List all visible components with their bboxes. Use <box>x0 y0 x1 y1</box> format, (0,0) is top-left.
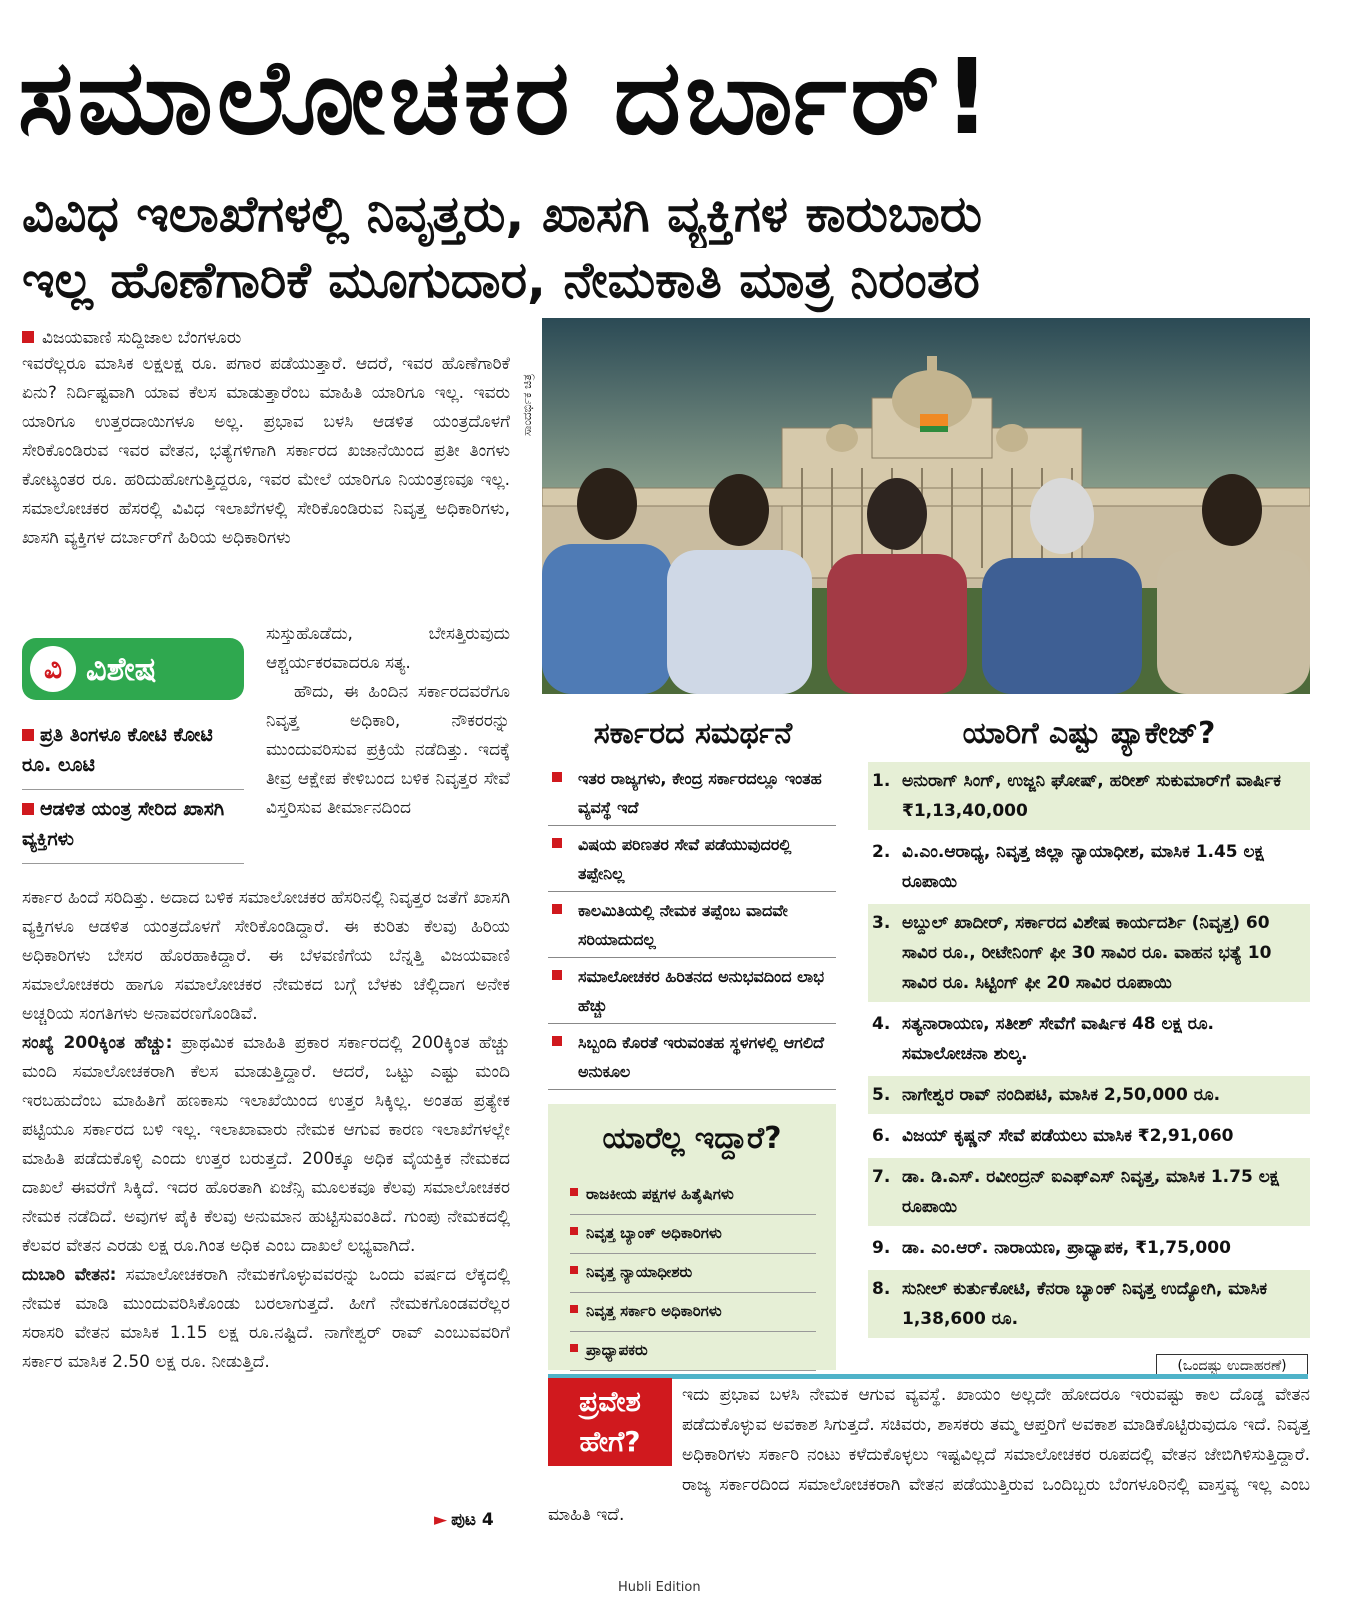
package-title: ಯಾರಿಗೆ ಎಷ್ಟು ಪ್ಯಾಕೇಜ್? <box>962 716 1216 751</box>
article-paragraph: ಸುಸ್ತುಹೊಡೆದು, ಬೇಸತ್ತಿರುವುದು ಆಶ್ಚರ್ಯಕರವಾದರೂ ಸತ್ಯ. <box>266 624 510 673</box>
package-number: 9. <box>872 1238 891 1258</box>
subheadline-line-2: ಇಲ್ಲ ಹೊಣೆಗಾರಿಕೆ ಮೂಗುದಾರ, ನೇಮಕಾತಿ ಮಾತ್ರ ನಿರಂತರ <box>22 251 980 309</box>
who-item-text: ರಾಜಕೀಯ ಪಕ್ಷಗಳ ಹಿತೈಷಿಗಳು <box>586 1185 734 1203</box>
illustration-officials-at-vidhana-soudha <box>542 318 1310 694</box>
subhead-count: ಸಂಖ್ಯೆ 200ಕ್ಕಿಂತ ಹೆಚ್ಚು: <box>22 1033 173 1053</box>
package-text: ಅಬ್ದುಲ್ ಖಾದೀರ್, ಸರ್ಕಾರದ ವಿಶೇಷ ಕಾರ್ಯದರ್ಶಿ (ನಿವೃತ್ತ) 60 ಸಾವಿರ ರೂ., ರೀಟೇನಿಂಗ್ ಫೀ 30 ಸಾವಿರ ರೂ. ವಾಹನ ಭತ್ಯೆ 10 ಸಾವಿರ ರೂ. ಸಿಟ್ಟಿಂಗ್ ಫೀ 20 ಸಾವಿರ ರೂಪಾಯಿ <box>902 913 1272 993</box>
vi-logo-icon: ವಿ <box>30 646 76 692</box>
article-paragraph: ಇವರೆಲ್ಲರೂ ಮಾಸಿಕ ಲಕ್ಷಲಕ್ಷ ರೂ. ಪಗಾರ ಪಡೆಯುತ್ತಾರೆ. ಆದರೆ, ಇವರ ಹೊಣೆಗಾರಿಕೆ ಏನು? ನಿರ್ದಿಷ್ಟವಾಗಿ ಯಾವ ಕೆಲಸ ಮಾಡುತ್ತಾರೆಂಬ ಮಾಹಿತಿ ಯಾರಿಗೂ ಇಲ್ಲ. ಇವರು ಯಾರಿಗೂ ಉತ್ತರದಾಯಿಗಳೂ ಅಲ್ಲ. ಪ್ರಭಾವ ಬಳಸಿ ಆಡಳಿತ ಯಂತ್ರದೊಳಗೆ ಸೇರಿಕೊಂಡಿರುವ ಇವರ ವೇತನ, ಭತ್ಯೆಗಳಿಗಾಗಿ ಸರ್ಕಾರದ ಖಜಾನೆಯಿಂದ ಪ್ರತೀ ತಿಂಗಳು ಕೋಟ್ಯಂತರ ರೂ. ಹರಿದುಹೋಗುತ್ತಿದ್ದರೂ, ಇವರ ಮೇಲೆ ಯಾರಿಗೂ ನಿಯಂತ್ರಣವೂ ಇಲ್ಲ. ಸಮಾಲೋಚಕರ ಹೆಸರಲ್ಲಿ ವಿವಿಧ ಇಲಾಖೆಗಳಲ್ಲಿ ಸೇರಿಕೊಂಡಿರುವ ನಿವೃತ್ತ ಅಧಿಕಾರಿಗಳು, ಖಾಸಗಿ ವ್ಯಕ್ತಿಗಳ ದರ್ಬಾರ್‌ಗೆ ಹಿರಿಯ ಅಧಿಕಾರಿಗಳು <box>22 354 510 548</box>
vidhana-soudha-photo <box>542 318 1310 694</box>
bullet-square-icon <box>552 970 562 980</box>
bullet-square-icon <box>552 904 562 914</box>
package-number: 7. <box>872 1167 891 1187</box>
package-number: 6. <box>872 1126 891 1146</box>
who-item-text: ನಿವೃತ್ತ ಬ್ಯಾಂಕ್ ಅಧಿಕಾರಿಗಳು <box>586 1224 722 1242</box>
support-item-text: ವಿಷಯ ಪರಿಣತರ ಸೇವೆ ಪಡೆಯುವುದರಲ್ಲಿ ತಪ್ಪೇನಿಲ್ಲ <box>578 835 792 883</box>
bullet-square-icon <box>22 331 34 343</box>
highlight-item <box>22 720 244 790</box>
highlight-text: ಆಡಳಿತ ಯಂತ್ರ ಸೇರಿದ ಖಾಸಗಿ ವ್ಯಕ್ತಿಗಳು <box>22 798 225 850</box>
support-item <box>548 892 836 958</box>
package-text: ವಿಜಯ್ ಕೃಷ್ಣನ್ ಸೇವೆ ಪಡೆಯಲು ಮಾಸಿಕ ₹2,91,060 <box>902 1126 1234 1146</box>
bullet-square-icon <box>552 772 562 782</box>
support-item-text: ಇತರ ರಾಜ್ಯಗಳು, ಕೇಂದ್ರ ಸರ್ಕಾರದಲ್ಲೂ ಇಂತಹ ವ್ಯವಸ್ಥೆ ಇದೆ <box>578 769 822 817</box>
package-number: 5. <box>872 1085 891 1105</box>
article-paragraph <box>22 1261 510 1377</box>
package-item <box>868 1117 1310 1158</box>
support-item <box>548 826 836 892</box>
highlight-item <box>22 794 244 864</box>
bullet-square-icon <box>22 803 34 815</box>
bullet-square-icon <box>570 1227 578 1235</box>
arrow-circle-icon: ► <box>434 1510 448 1530</box>
vishesha-label: ವಿಶೇಷ <box>86 650 157 688</box>
who-item-text: ಪ್ರಾಧ್ಯಾಪಕರು <box>586 1341 648 1359</box>
package-text: ವಿ.ಎಂ.ಆರಾಧ್ಯ, ನಿವೃತ್ತ ಜಿಲ್ಲಾ ನ್ಯಾಯಾಧೀಶ, ಮಾಸಿಕ 1.45 ಲಕ್ಷ ರೂಪಾಯಿ <box>902 842 1264 892</box>
package-number: 3. <box>872 913 891 933</box>
who-item <box>570 1332 816 1371</box>
package-item <box>868 1005 1310 1076</box>
package-number: 4. <box>872 1014 891 1034</box>
bullet-square-icon <box>552 1036 562 1046</box>
article-column-bottom <box>22 884 510 1574</box>
edition-label: Hubli Edition <box>618 1580 701 1595</box>
package-item <box>868 833 1310 904</box>
who-item <box>570 1293 816 1332</box>
package-text: ನಾಗೇಶ್ವರ ರಾವ್ ನಂದಿಪಟಿ, ಮಾಸಿಕ 2,50,000 ರೂ. <box>902 1085 1221 1105</box>
entry-title-line-1: ಪ್ರವೇಶ <box>579 1385 641 1418</box>
entry-title-line-2: ಹೇಗೆ? <box>579 1425 641 1458</box>
package-item <box>868 1076 1310 1117</box>
package-item <box>868 904 1310 1005</box>
package-list <box>868 762 1310 1341</box>
support-item <box>548 760 836 826</box>
paragraph-text: ಪ್ರಾಥಮಿಕ ಮಾಹಿತಿ ಪ್ರಕಾರ ಸರ್ಕಾರದಲ್ಲಿ 200ಕ್ಕಿಂತ ಹೆಚ್ಚು ಮಂದಿ ಸಮಾಲೋಚಕರಾಗಿ ಕೆಲಸ ಮಾಡುತ್ತಿದ್ದಾರೆ. ಆದರೆ, ಒಟ್ಟು ಎಷ್ಟು ಮಂದಿ ಇರಬಹುದೆಂಬ ಮಾಹಿತಿಗೆ ಹಣಕಾಸು ಇಲಾಖೆಯಿಂದ ಉತ್ತರ ಸಿಕ್ಕಿಲ್ಲ. ಅಂತಹ ಪ್ರತ್ಯೇಕ ಪಟ್ಟಿಯೂ ಸರ್ಕಾರದ ಬಳಿ ಇಲ್ಲ. ಇಲಾಖಾವಾರು ನೇಮಕ ಆಗುವ ಕಾರಣ ಇಲಾಖೆಗಳಲ್ಲೇ ಮಾಹಿತಿ ಪಡೆದುಕೊಳ್ಳಿ ಎಂದು ಉತ್ತರ ಬರುತ್ತದೆ. 200ಕ್ಕೂ ಅಧಿಕ ವೈಯಕ್ತಿಕ ನೇಮಕದ ದಾಖಲೆ ಈವರೆಗೆ ಸಿಕ್ಕಿದೆ. ಇದರ ಹೊರತಾಗಿ ಏಜೆನ್ಸಿ ಮೂಲಕವೂ ಕೆಲವು ಸಮಾಲೋಚಕರ ನೇಮಕ ನಡೆದಿದೆ. ಅವುಗಳ ಪೈಕಿ ಕೆಲವು ಅನುಮಾನ ಹುಟ್ಟಿಸುವಂತಿದೆ. ಗುಂಪು ನೇಮಕದಲ್ಲಿ ಕೆಲವರ ವೇತನ ಎರಡು ಲಕ್ಷ ರೂ.ಗಿಂತ ಅಧಿಕ ಎಂಬ ದಾಖಲೆ ಲಭ್ಯವಾಗಿದೆ. <box>22 1033 510 1256</box>
bullet-square-icon <box>552 838 562 848</box>
article-column-middle <box>266 620 510 884</box>
entry-title-box <box>548 1378 672 1466</box>
package-text: ಸತ್ಯನಾರಾಯಣ, ಸತೀಶ್ ಸೇವೆಗೆ ವಾರ್ಷಿಕ 48 ಲಕ್ಷ ರೂ. ಸಮಾಲೋಚನಾ ಶುಲ್ಕ. <box>902 1014 1215 1064</box>
bullet-square-icon <box>570 1344 578 1352</box>
highlight-text: ಪ್ರತಿ ತಿಂಗಳೂ ಕೋಟಿ ಕೋಟಿ ರೂ. ಲೂಟಿ <box>22 724 213 776</box>
bullet-square-icon <box>570 1266 578 1274</box>
package-item <box>868 1229 1310 1270</box>
photo-credit <box>520 318 540 438</box>
package-number: 2. <box>872 842 891 862</box>
support-item-text: ಸಿಬ್ಬಂದಿ ಕೊರತೆ ಇರುವಂತಹ ಸ್ಥಳಗಳಲ್ಲಿ ಆಗಲಿದೆ ಅನುಕೂಲ <box>578 1033 824 1081</box>
continued-label: ಪುಟ 4 <box>451 1510 494 1530</box>
continued-on-page[interactable] <box>434 1510 494 1530</box>
paragraph-text: ಸಮಾಲೋಚಕರಾಗಿ ನೇಮಕಗೊಳ್ಳುವವರನ್ನು ಒಂದು ವರ್ಷದ ಲೆಕ್ಕದಲ್ಲಿ ನೇಮಕ ಮಾಡಿ ಮುಂದುವರಿಸಿಕೊಂಡು ಬರಲಾಗುತ್ತದೆ. ಹೀಗೆ ನೇಮಕಗೊಂಡವರೆಲ್ಲರ ಸರಾಸರಿ ವೇತನ ಮಾಸಿಕ 1.15 ಲಕ್ಷ ರೂ.ನಷ್ಟಿದೆ. ನಾಗೇಶ್ವರ್ ರಾವ್ ಎಂಬುವವರಿಗೆ ಸರ್ಕಾರ ಮಾಸಿಕ 2.50 ಲಕ್ಷ ರೂ. ನೀಡುತ್ತಿದೆ. <box>22 1265 510 1372</box>
photo-credit-text: ಸಾಂದರ್ಭಿಕ ಚಿತ್ರ <box>520 373 534 436</box>
headline: ಸಮಾಲೋಚಕರ ದರ್ಬಾರ್! <box>18 36 995 158</box>
article-paragraph: ಹೌದು, ಈ ಹಿಂದಿನ ಸರ್ಕಾರದವರೆಗೂ ನಿವೃತ್ತ ಅಧಿಕಾರಿ, ನೌಕರರನ್ನು ಮುಂದುವರಿಸುವ ಪ್ರಕ್ರಿಯೆ ನಡೆದಿತ್ತು. ಇದಕ್ಕೆ ತೀವ್ರ ಆಕ್ಷೇಪ ಕೇಳಿಬಂದ ಬಳಿಕ ನಿವೃತ್ತರ ಸೇವೆ ವಿಸ್ತರಿಸುವ ತೀರ್ಮಾನದಿಂದ <box>266 682 510 818</box>
package-item <box>868 762 1310 833</box>
who-item <box>570 1215 816 1254</box>
support-item-text: ಕಾಲಮಿತಿಯಲ್ಲಿ ನೇಮಕ ತಪ್ಪೆಂಬ ವಾದವೇ ಸರಿಯಾದುದಲ್ಲ <box>578 901 788 949</box>
subhead-salary: ದುಬಾರಿ ವೇತನ: <box>22 1265 117 1285</box>
byline-text: ವಿಜಯವಾಣಿ ಸುದ್ದಿಜಾಲ ಬೆಂಗಳೂರು <box>42 328 242 348</box>
entry-paragraph: ಇದು ಪ್ರಭಾವ ಬಳಸಿ ನೇಮಕ ಆಗುವ ವ್ಯವಸ್ಥೆ. ಖಾಯಂ ಅಲ್ಲದೇ ಹೋದರೂ ಇರುವಷ್ಟು ಕಾಲ ದೊಡ್ಡ ವೇತನ ಪಡೆದುಕೊಳ್ಳುವ ಅವಕಾಶ ಸಿಗುತ್ತದೆ. ಸಚಿವರು, ಶಾಸಕರು ತಮ್ಮ ಆಪ್ತರಿಗೆ ಅವಕಾಶ ಮಾಡಿಕೊಟ್ಟಿರುವುದೂ ಇದೆ. ನಿವೃತ್ತ ಅಧಿಕಾರಿಗಳು ಸರ್ಕಾರಿ ನಂಟು ಕಳೆದುಕೊಳ್ಳಲು ಇಷ್ಟವಿಲ್ಲದೆ ಸಮಾಲೋಚಕರ ರೂಪದಲ್ಲಿ ವೇತನ ಜೇಬಿಗಿಳಿಸುತ್ತಿದ್ದಾರೆ. ರಾಜ್ಯ ಸರ್ಕಾರದಿಂದ ಸಮಾಲೋಚಕರಾಗಿ ವೇತನ ಪಡೆಯುತ್ತಿರುವ ಒಂದಿಬ್ಬರು ಬೆಂಗಳೂರಿನಲ್ಲಿ ವಾಸ್ತವ್ಯ ಇಲ್ಲ ಎಂಬ ಮಾಹಿತಿ ಇದೆ. <box>548 1385 1310 1525</box>
package-number: 8. <box>872 1279 891 1299</box>
package-number: 1. <box>872 771 891 791</box>
package-note: (ಒಂದಷ್ಟು ಉದಾಹರಣೆ) <box>1156 1354 1308 1378</box>
package-item <box>868 1270 1310 1341</box>
vishesha-badge <box>22 638 244 700</box>
who-title: ಯಾರೆಲ್ಲ ಇದ್ದಾರೆ? <box>602 1121 782 1156</box>
article-paragraph: ಸರ್ಕಾರ ಹಿಂದೆ ಸರಿದಿತ್ತು. ಅದಾದ ಬಳಿಕ ಸಮಾಲೋಚಕರ ಹೆಸರಿನಲ್ಲಿ ನಿವೃತ್ತರ ಜತೆಗೆ ಖಾಸಗಿ ವ್ಯಕ್ತಿಗಳೂ ಆಡಳಿತ ಯಂತ್ರದೊಳಗೆ ಸೇರಿಕೊಂಡಿದ್ದಾರೆ. ಈ ಕುರಿತು ಕೆಲವು ಹಿರಿಯ ಅಧಿಕಾರಿಗಳು ಬೇಸರ ಹೊರಹಾಕಿದ್ದಾರೆ. ಈ ಬೆಳವಣಿಗೆಯ ಬೆನ್ನತ್ತಿ ವಿಜಯವಾಣಿ ಸಮಾಲೋಚಕರು ಹಾಗೂ ಸಮಾಲೋಚಕರ ನೇಮಕದ ಬಗ್ಗೆ ಬೆಳಕು ಚೆಲ್ಲಿದಾಗ ಅನೇಕ ಅಚ್ಚರಿಯ ಸಂಗತಿಗಳು ಅನಾವರಣಗೊಂಡಿವೆ. <box>22 888 510 1024</box>
article-paragraph <box>22 1029 510 1261</box>
bullet-square-icon <box>570 1188 578 1196</box>
support-item-text: ಸಮಾಲೋಚಕರ ಹಿರಿತನದ ಅನುಭವದಿಂದ ಲಾಭ ಹೆಚ್ಚು <box>578 967 825 1015</box>
who-item <box>570 1254 816 1293</box>
who-item-text: ನಿವೃತ್ತ ನ್ಯಾಯಾಧೀಶರು <box>586 1263 693 1281</box>
subheadline-line-1: ವಿವಿಧ ಇಲಾಖೆಗಳಲ್ಲಿ ನಿವೃತ್ತರು, ಖಾಸಗಿ ವ್ಯಕ್ತಿಗಳ ಕಾರುಬಾರು <box>22 185 983 243</box>
support-item <box>548 1024 836 1090</box>
who-item <box>570 1176 816 1215</box>
support-title: ಸರ್ಕಾರದ ಸಮರ್ಥನೆ <box>593 716 793 751</box>
article-column-top <box>22 350 510 620</box>
support-list <box>548 760 836 1090</box>
support-item <box>548 958 836 1024</box>
package-text: ಅನುರಾಗ್ ಸಿಂಗ್, ಉಜ್ಜನಿ ಘೋಷ್, ಹರೀಶ್ ಸುಕುಮಾರ್‌ಗೆ ವಾರ್ಷಿಕ ₹1,13,40,000 <box>902 771 1281 821</box>
package-text: ಡಾ. ಡಿ.ಎಸ್. ರವೀಂದ್ರನ್ ಐಎಫ್‌ಎಸ್ ನಿವೃತ್ತ, ಮಾಸಿಕ 1.75 ಲಕ್ಷ ರೂಪಾಯಿ <box>902 1167 1279 1217</box>
bullet-square-icon <box>570 1305 578 1313</box>
package-text: ಸುನೀಲ್ ಕುರ್ತುಕೋಟಿ, ಕೆನರಾ ಬ್ಯಾಂಕ್ ನಿವೃತ್ತ ಉದ್ಯೋಗಿ, ಮಾಸಿಕ 1,38,600 ರೂ. <box>902 1279 1268 1329</box>
who-box <box>548 1104 836 1370</box>
package-item <box>868 1158 1310 1229</box>
who-list <box>570 1176 816 1371</box>
byline <box>22 326 522 350</box>
bullet-square-icon <box>22 729 34 741</box>
who-item-text: ನಿವೃತ್ತ ಸರ್ಕಾರಿ ಅಧಿಕಾರಿಗಳು <box>586 1302 722 1320</box>
package-text: ಡಾ. ಎಂ.ಆರ್. ನಾರಾಯಣ, ಪ್ರಾಧ್ಯಾಪಕ, ₹1,75,000 <box>902 1238 1231 1258</box>
